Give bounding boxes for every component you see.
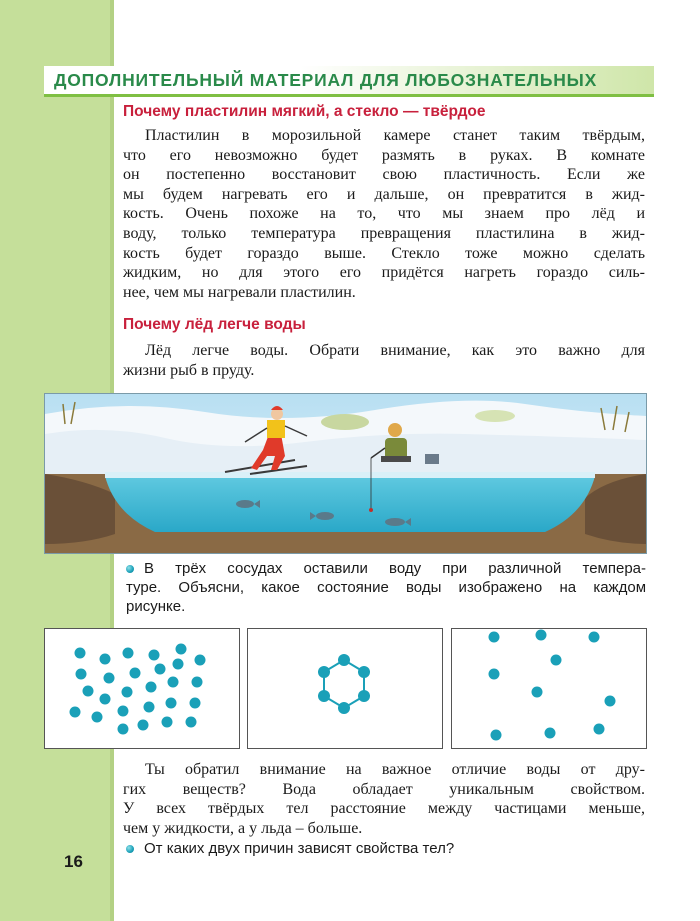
question2-line: От каких двух причин зависят свойства тел? — [144, 840, 455, 857]
panel-water-liquid — [44, 628, 240, 749]
topic2-paragraph — [123, 341, 645, 380]
water-molecules-vapor-icon — [452, 629, 646, 748]
topic1-line: воду, только температура превращения пластилина в жид- — [123, 224, 645, 242]
topic1-paragraph — [123, 126, 645, 302]
question1-line: рисунке. — [126, 598, 186, 615]
panel-water-vapor — [451, 628, 647, 749]
closing-line: Ты обратил внимание на важное отличие воды от дру- — [145, 761, 645, 778]
topic1-line: кость будет гораздо выше. Стекло тоже можно сделать — [123, 244, 645, 262]
question2-text — [144, 839, 664, 858]
topic1-line: что его невозможно будет размять в руках. В комнате — [123, 146, 645, 164]
topic1-line: Пластилин в морозильной камере станет таким твёрдым, — [145, 127, 645, 144]
page-number: 16 — [64, 852, 83, 871]
winter-pond-illustration — [44, 393, 647, 554]
topic2-heading: Почему лёд легче воды — [123, 316, 306, 333]
topic1-line: он постепенно восстановит свою пластичность. Если же — [123, 166, 645, 184]
topic2-line: Лёд легче воды. Обрати внимание, как это важно для — [145, 342, 645, 359]
closing-line: гих веществ? Вода обладает уникальным свойством. — [123, 780, 645, 798]
question1-line: В трёх сосудах оставили воду при различной темпера- — [144, 560, 646, 577]
water-molecules-ice-icon — [248, 629, 442, 748]
question1-text — [126, 559, 646, 616]
section-title: ДОПОЛНИТЕЛЬНЫЙ МАТЕРИАЛ ДЛЯ ЛЮБОЗНАТЕЛЬНЫХ — [54, 70, 598, 90]
closing-paragraph — [123, 760, 645, 838]
winter-pond-scene-icon — [45, 394, 646, 553]
topic1-line: нее, чем мы нагревали пластилин. — [123, 283, 356, 301]
water-molecules-liquid-icon — [45, 629, 239, 748]
question1-line: туре. Объясни, какое состояние воды изображено на каждом — [126, 579, 646, 596]
panel-ice-crystal — [247, 628, 443, 749]
topic1-heading: Почему пластилин мягкий, а стекло — твёрдое — [123, 103, 486, 120]
closing-line: У всех твёрдых тел расстояние между частицами меньше, — [123, 800, 645, 818]
topic1-line: кость. Очень похоже на то, что мы знаем про лёд и — [123, 205, 645, 223]
closing-line: чем у жидкости, а у льда – больше. — [123, 819, 363, 837]
topic1-line: жидким, но для этого его придётся нагреть гораздо силь- — [123, 264, 645, 282]
section-header-underline — [44, 94, 654, 97]
topic1-line: мы будем нагревать его и дальше, он превратится в жид- — [123, 185, 645, 203]
bullet-icon — [126, 845, 134, 853]
topic2-line: жизни рыб в пруду. — [123, 361, 255, 379]
